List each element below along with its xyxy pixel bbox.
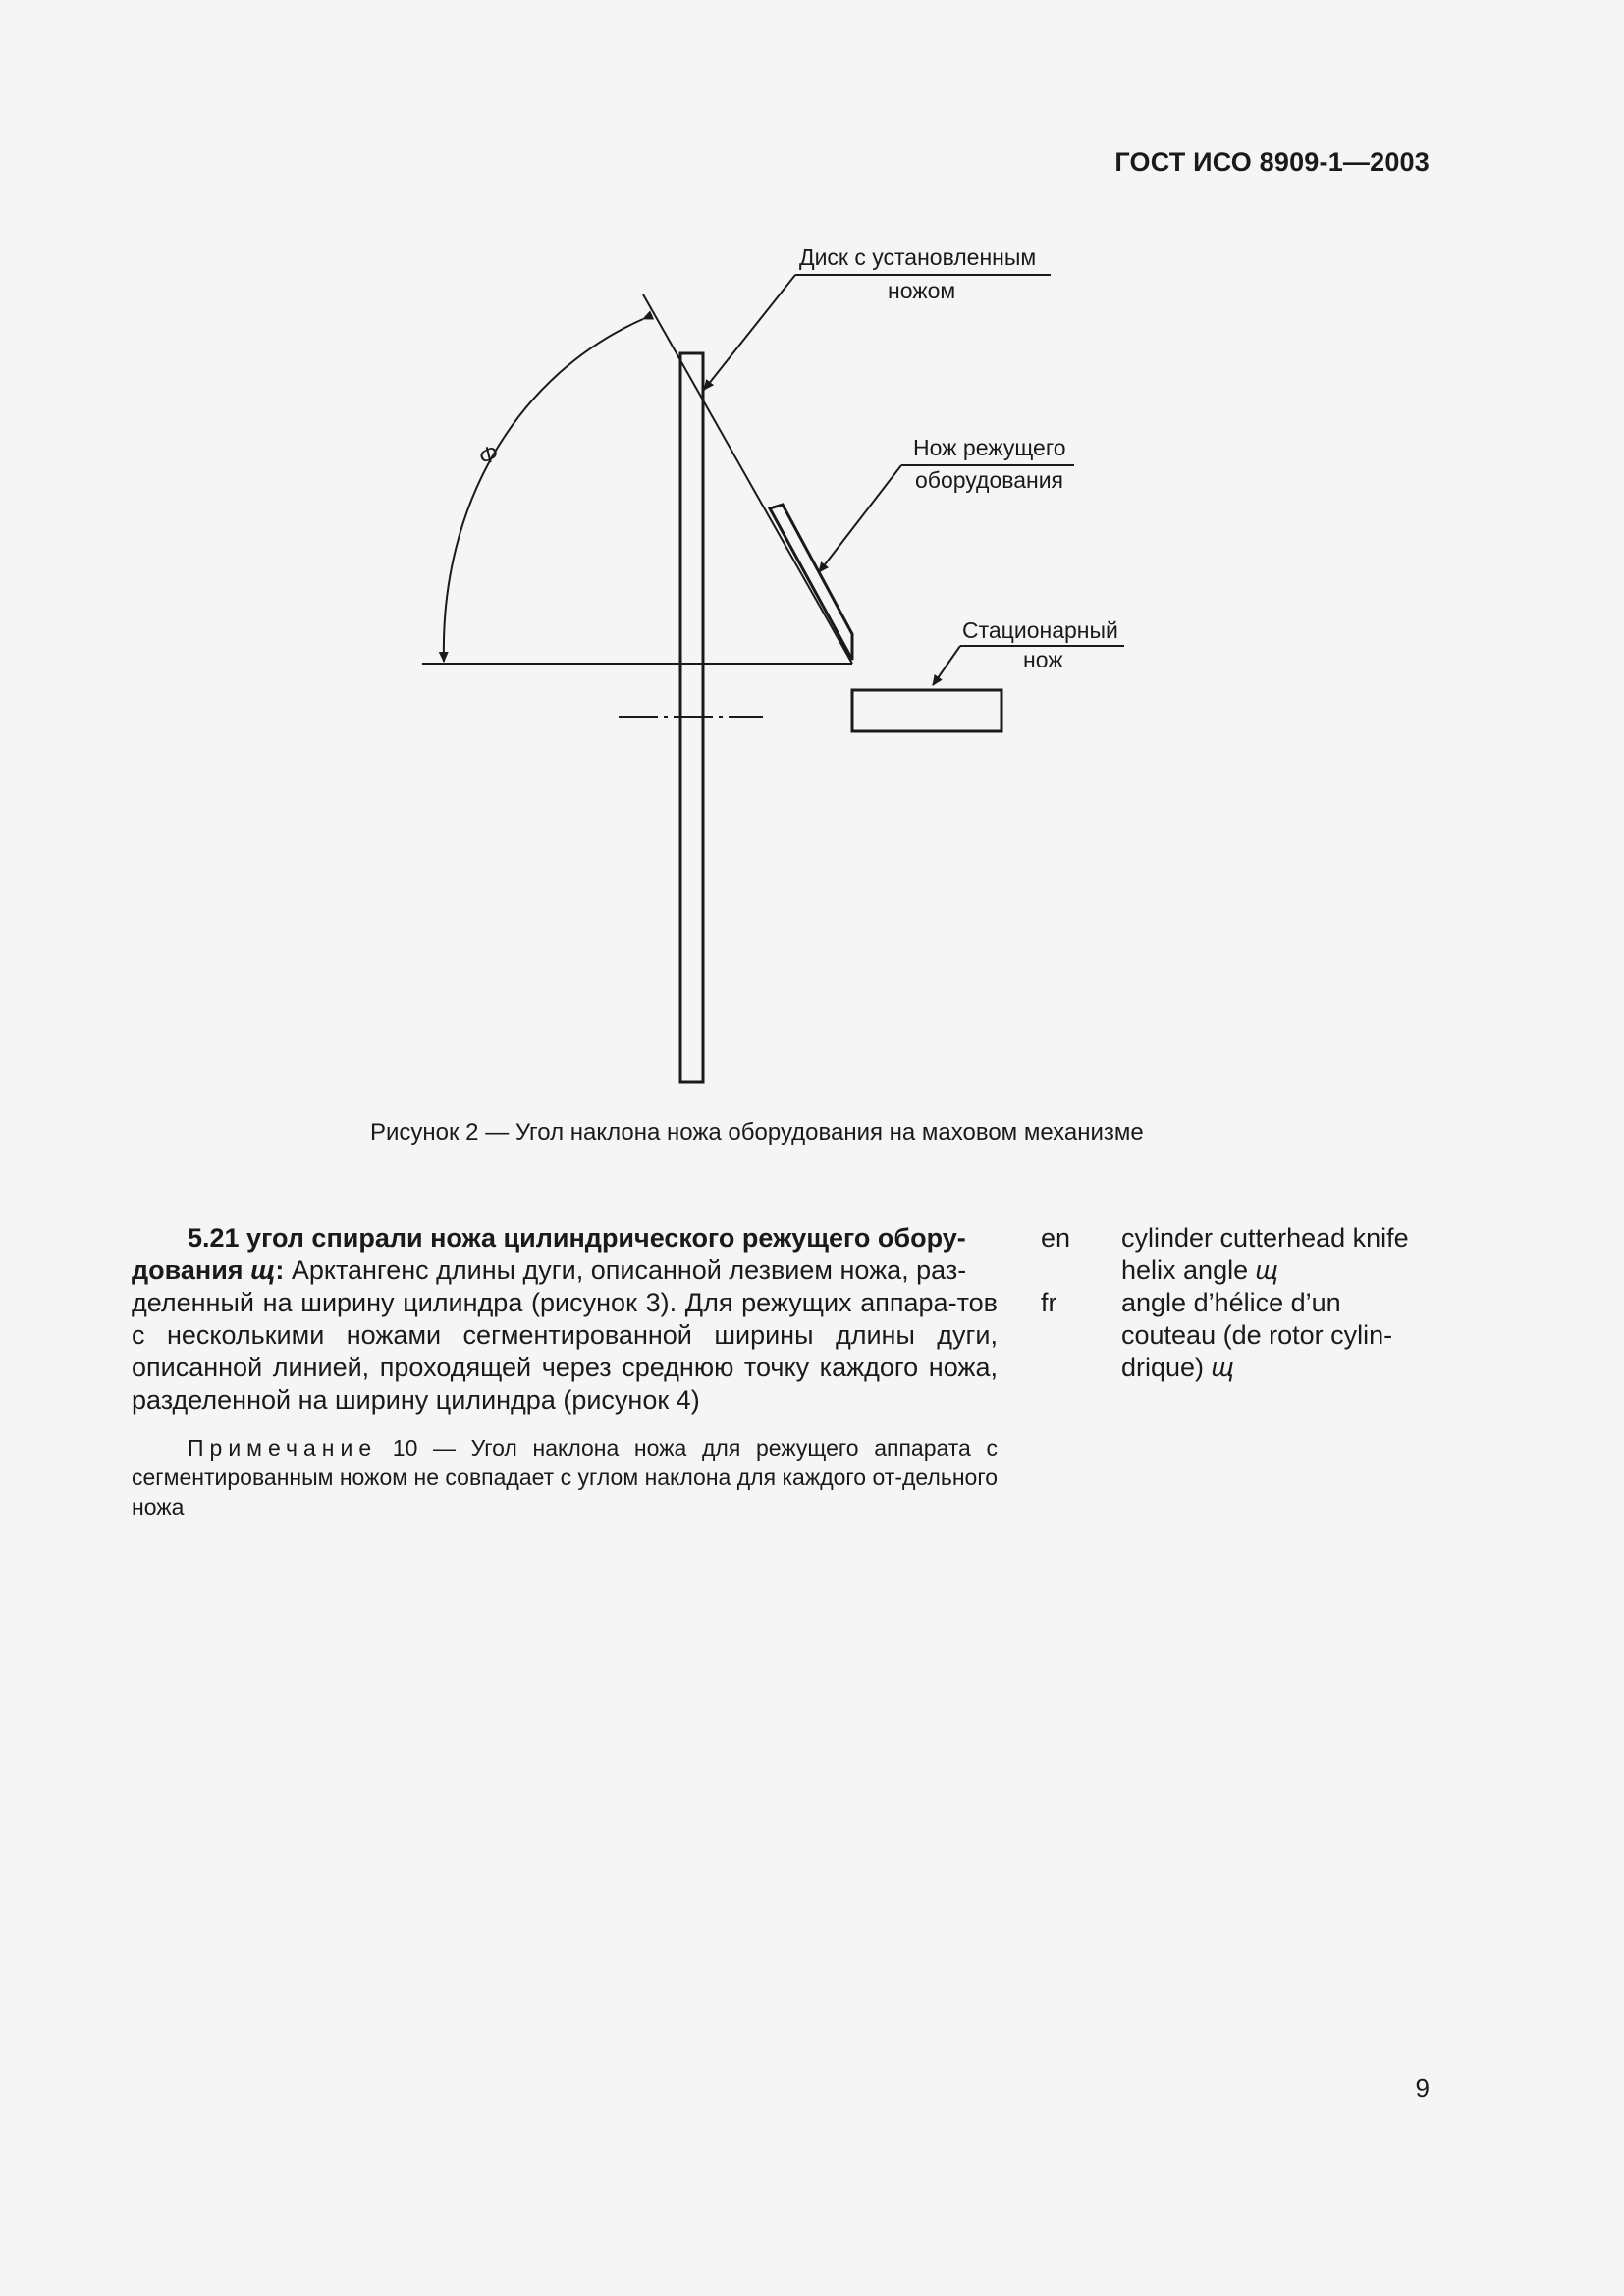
equiv-fr	[1121, 1287, 1416, 1384]
label-stationary-line1: Стационарный	[962, 617, 1118, 643]
page-number: 9	[1415, 2073, 1430, 2103]
label-knife-line2: оборудования	[915, 467, 1063, 493]
term-symbol: щ	[250, 1255, 276, 1285]
equiv-en-symbol: щ	[1255, 1255, 1278, 1285]
note-lead: Примечание	[188, 1435, 378, 1461]
note-text: 10 — Угол наклона ножа для режущего аппарата с сегментированным ножом не совпадает с углом наклона для каждого от-дельного ножа	[132, 1435, 998, 1520]
equiv-fr-term: angle d’hélice d’un couteau (de rotor cylin-drique)	[1121, 1288, 1393, 1382]
stationary-knife	[852, 690, 1001, 731]
equiv-en	[1121, 1222, 1416, 1287]
equiv-fr-symbol: щ	[1211, 1353, 1234, 1382]
angle-arc	[444, 319, 643, 662]
term-definition	[132, 1222, 998, 1416]
lang-code-en: en	[1041, 1223, 1071, 1253]
term-definition-start: Арктангенс длины дуги, описанной лезвием ножа, раз-	[284, 1255, 967, 1285]
inclined-reference-line	[643, 294, 852, 664]
term-colon: :	[275, 1255, 285, 1285]
figure-caption: Рисунок 2 — Угол наклона ножа оборудования на маховом механизме	[370, 1119, 1144, 1146]
lang-code-fr: fr	[1041, 1288, 1057, 1317]
label-disk-line1: Диск с установленным	[799, 244, 1037, 270]
label-disk-leader	[704, 275, 795, 390]
label-stationary-line2: нож	[1023, 647, 1063, 672]
equiv-en-term: cylinder cutterhead knife helix angle	[1121, 1223, 1409, 1285]
term-name-part1: 5.21 угол спирали ножа цилиндрического режущего обору-	[188, 1223, 966, 1253]
term-second-line	[132, 1255, 998, 1287]
foreign-equivalents	[1121, 1222, 1416, 1384]
language-codes	[1041, 1222, 1070, 1352]
inclined-knife	[770, 505, 852, 660]
label-knife-leader	[819, 465, 901, 572]
note-10	[132, 1433, 998, 1522]
term-name-part2: дования	[132, 1255, 244, 1285]
angle-symbol: Φ	[474, 439, 503, 471]
label-stationary-leader	[933, 646, 960, 685]
label-knife-line1: Нож режущего	[913, 435, 1066, 460]
label-disk-line2: ножом	[888, 278, 956, 303]
term-first-line	[132, 1222, 998, 1255]
term-definition-rest: деленный на ширину цилиндра (рисунок 3). Для режущих аппара-тов с несколькими ножами сегментированной ширины длины дуги, описанной линией, проходящей через среднюю точку каждого ножа, разделенной на ширину цилиндра (рисунок 4)	[132, 1288, 998, 1415]
document-code-header: ГОСТ ИСО 8909-1—2003	[1114, 147, 1430, 177]
